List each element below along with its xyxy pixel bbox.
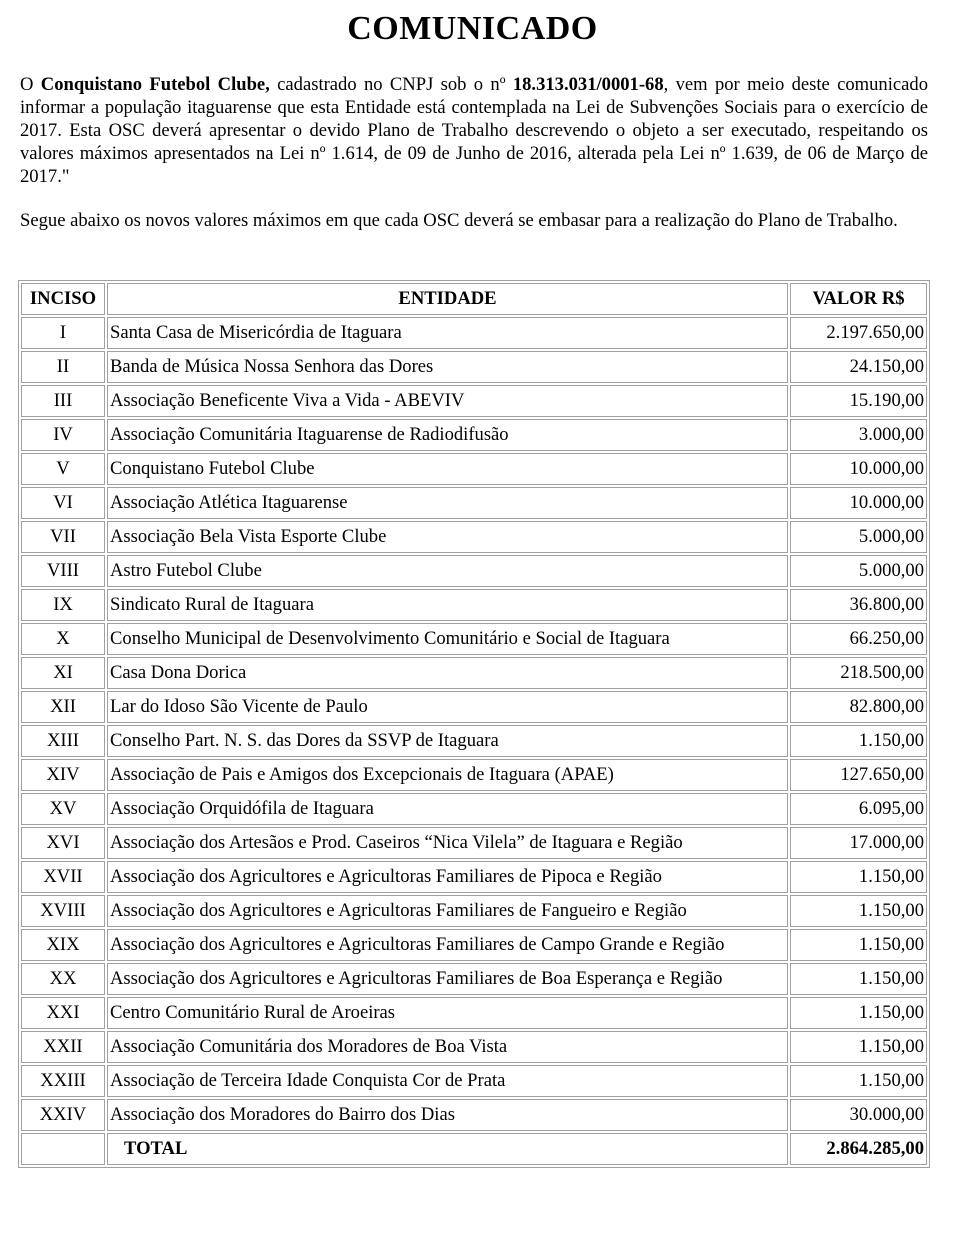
table-row [21,419,927,451]
cell-entidade: Conselho Part. N. S. das Dores da SSVP de Itaguara [107,725,788,757]
cell-inciso: XX [21,963,105,995]
cell-entidade: Banda de Música Nossa Senhora das Dores [107,351,788,383]
cell-entidade: Lar do Idoso São Vicente de Paulo [107,691,788,723]
cell-valor: 10.000,00 [790,453,927,485]
cell-entidade: Sindicato Rural de Itaguara [107,589,788,621]
table-row [21,929,927,961]
cell-valor: 6.095,00 [790,793,927,825]
cell-inciso: VIII [21,555,105,587]
cell-inciso: VI [21,487,105,519]
cell-inciso: XV [21,793,105,825]
table-row [21,589,927,621]
cell-valor: 10.000,00 [790,487,927,519]
cell-inciso: VII [21,521,105,553]
cell-entidade: Associação dos Artesãos e Prod. Caseiros “Nica Vilela” de Itaguara e Região [107,827,788,859]
cell-valor: 66.250,00 [790,623,927,655]
cell-inciso: XII [21,691,105,723]
cell-inciso: IV [21,419,105,451]
cell-valor: 1.150,00 [790,861,927,893]
table-row [21,351,927,383]
cell-entidade: Associação de Pais e Amigos dos Excepcionais de Itaguara (APAE) [107,759,788,791]
cell-valor: 127.650,00 [790,759,927,791]
cnpj-number: 18.313.031/0001-68 [512,74,664,95]
cell-entidade: Associação Bela Vista Esporte Clube [107,521,788,553]
cell-entidade: Associação Beneficente Viva a Vida - ABEVIV [107,385,788,417]
cell-inciso: XVI [21,827,105,859]
cell-valor: 82.800,00 [790,691,927,723]
table-total-row [21,1133,927,1165]
table-row [21,385,927,417]
table-row [21,691,927,723]
table-row [21,521,927,553]
cell-inciso: I [21,317,105,349]
cell-entidade: Centro Comunitário Rural de Aroeiras [107,997,788,1029]
intro-paragraph [20,73,928,188]
cell-inciso: XXIV [21,1099,105,1131]
cell-entidade: Associação de Terceira Idade Conquista Cor de Prata [107,1065,788,1097]
cell-valor: 218.500,00 [790,657,927,689]
cell-entidade: Associação Atlética Itaguarense [107,487,788,519]
intro-text-3: , vem por meio deste comunicado informar a população itaguarense que esta Entidade está contemplada na Lei de Subvenções Sociais para o exercício de 2017. Esta OSC deverá apresentar o devido Plano de Trabalho descrevendo o objeto a ser executado, respeitando os valores máximos apresentados na Lei nº 1.614, de 09 de Junho de 2016, alterada pela Lei nº 1.639, de 06 de Março de 2017." [20,74,928,187]
table-row [21,997,927,1029]
cell-entidade: Astro Futebol Clube [107,555,788,587]
cell-inciso: XIV [21,759,105,791]
intro-text-2: cadastrado no CNPJ sob o nº [269,74,513,95]
cell-valor: 1.150,00 [790,895,927,927]
cell-entidade: Associação dos Agricultores e Agricultoras Familiares de Fangueiro e Região [107,895,788,927]
cell-valor: 1.150,00 [790,997,927,1029]
table-body [21,317,927,1131]
cell-valor: 1.150,00 [790,929,927,961]
cell-entidade: Conselho Municipal de Desenvolvimento Comunitário e Social de Itaguara [107,623,788,655]
cell-entidade: Santa Casa de Misericórdia de Itaguara [107,317,788,349]
cell-entidade: Conquistano Futebol Clube [107,453,788,485]
club-name: Conquistano Futebol Clube, [40,74,270,95]
cell-entidade: Associação dos Agricultores e Agricultoras Familiares de Campo Grande e Região [107,929,788,961]
table-row [21,963,927,995]
cell-entidade: Associação Comunitária Itaguarense de Radiodifusão [107,419,788,451]
cell-inciso: XVII [21,861,105,893]
header-entidade: ENTIDADE [107,283,788,315]
cell-inciso: XXI [21,997,105,1029]
cell-valor: 3.000,00 [790,419,927,451]
table-row [21,623,927,655]
total-label: TOTAL [107,1133,788,1165]
cell-inciso: XIX [21,929,105,961]
cell-inciso: X [21,623,105,655]
table-row [21,657,927,689]
total-empty-cell [21,1133,105,1165]
cell-entidade: Associação dos Moradores do Bairro dos Dias [107,1099,788,1131]
table-row [21,453,927,485]
cell-valor: 2.197.650,00 [790,317,927,349]
cell-entidade: Casa Dona Dorica [107,657,788,689]
cell-valor: 1.150,00 [790,963,927,995]
cell-inciso: XI [21,657,105,689]
table-row [21,827,927,859]
total-value: 2.864.285,00 [790,1133,927,1165]
table-header-row [21,283,927,315]
cell-inciso: XXII [21,1031,105,1063]
values-intro-paragraph: Segue abaixo os novos valores máximos em que cada OSC deverá se embasar para a realização do Plano de Trabalho. [20,210,898,231]
cell-valor: 1.150,00 [790,725,927,757]
document-title: COMUNICADO [347,10,598,47]
cell-valor: 5.000,00 [790,521,927,553]
header-inciso: INCISO [21,283,105,315]
table-row [21,317,927,349]
table-row [21,1065,927,1097]
cell-valor: 24.150,00 [790,351,927,383]
cell-valor: 15.190,00 [790,385,927,417]
cell-valor: 36.800,00 [790,589,927,621]
cell-valor: 1.150,00 [790,1031,927,1063]
table-row [21,1099,927,1131]
intro-text-1: O [20,74,41,95]
cell-inciso: XXIII [21,1065,105,1097]
cell-inciso: IX [21,589,105,621]
table-row [21,759,927,791]
cell-entidade: Associação dos Agricultores e Agricultoras Familiares de Boa Esperança e Região [107,963,788,995]
table-row [21,555,927,587]
table-row [21,725,927,757]
table-row [21,1031,927,1063]
cell-inciso: III [21,385,105,417]
table-row [21,487,927,519]
cell-entidade: Associação Comunitária dos Moradores de Boa Vista [107,1031,788,1063]
subsidies-table-wrapper [18,280,930,1168]
table-row [21,895,927,927]
header-valor: VALOR R$ [790,283,927,315]
table-row [21,793,927,825]
table-row [21,861,927,893]
cell-valor: 30.000,00 [790,1099,927,1131]
cell-valor: 5.000,00 [790,555,927,587]
cell-inciso: II [21,351,105,383]
cell-inciso: V [21,453,105,485]
cell-inciso: XIII [21,725,105,757]
cell-entidade: Associação Orquidófila de Itaguara [107,793,788,825]
subsidies-table [18,280,930,1168]
cell-valor: 17.000,00 [790,827,927,859]
cell-inciso: XVIII [21,895,105,927]
cell-valor: 1.150,00 [790,1065,927,1097]
cell-entidade: Associação dos Agricultores e Agricultoras Familiares de Pipoca e Região [107,861,788,893]
